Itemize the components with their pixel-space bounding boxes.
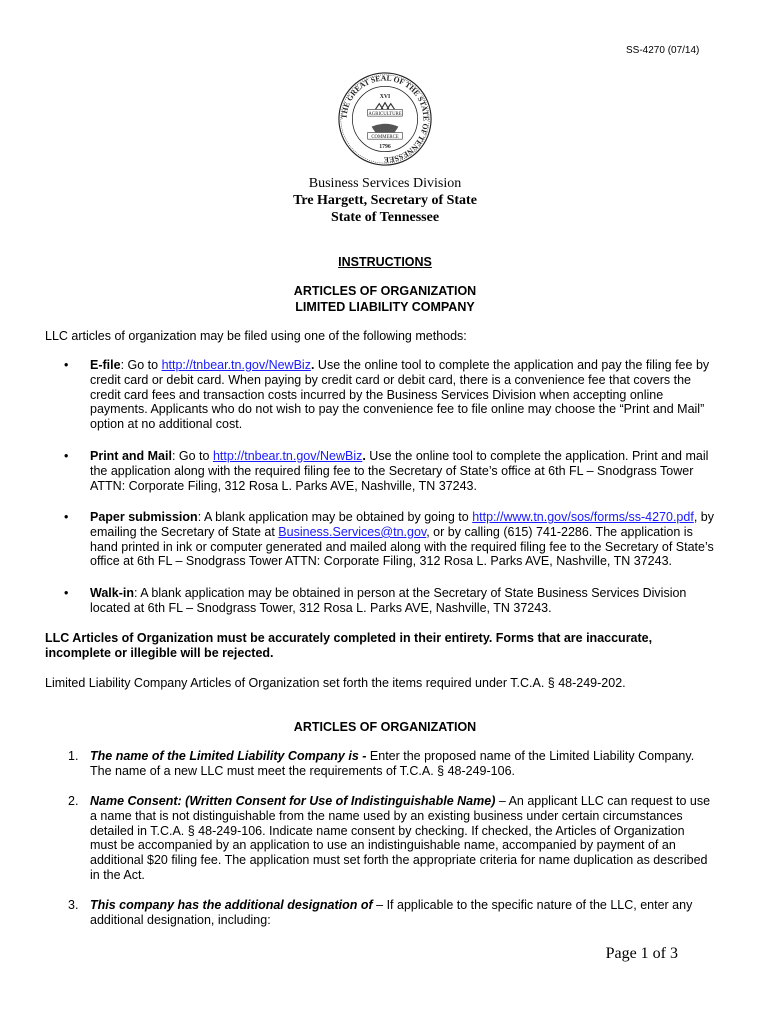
seal-roman: XVI [379,93,391,100]
seal-top-word: AGRICULTURE [368,111,402,117]
paper-form-link[interactable]: http://www.tn.gov/sos/forms/ss-4270.pdf [472,510,694,524]
tca-note: Limited Liability Company Articles of Organization set forth the items required under T.C.A. § 48-249-202. [45,676,626,690]
warning-line: LLC Articles of Organization must be accurately completed in their entirety. Forms that are inaccurate, [45,631,653,645]
efile-line: credit card fees and transaction costs incurred by the Business Services Division when accepting online [90,387,664,402]
seal-bottom-word: COMMERCE [371,135,399,141]
secretary-name: Tre Hargett, Secretary of State [293,193,477,208]
walkin-line: located at 6th FL – Snodgrass Tower, 312 Rosa L. Parks AVE, Nashville, TN 37243. [90,600,552,615]
email-link[interactable]: Business.Services@tn.gov [278,524,427,539]
paper-pre: : A blank application may be obtained by going to [197,510,473,524]
paper-method [90,510,730,569]
item-line: additional designation, including: [90,912,271,927]
print-mail-label: Print and Mail [90,449,172,463]
bullet: • [64,586,69,600]
item-number: 3. [68,898,79,912]
paper-label: Paper submission [90,510,198,524]
walkin-line: : A blank application may be obtained in person at the Secretary of State Business Services Division [133,586,687,600]
intro-text: LLC articles of organization may be filed using one of the following methods: [45,329,467,343]
efile-label: E-file [90,358,121,372]
item-line: detailed in T.C.A. § 48-249-106. Indicate name consent by checking. If checked, the Articles of Organization [90,823,685,838]
bullet: • [64,449,69,463]
state-name: State of Tennessee [330,210,440,225]
page-number: Page 1 of 3 [605,945,678,962]
efile-method [90,358,730,432]
bullet: • [64,358,69,372]
efile-line: Use the online tool to complete the application and pay the filing fee by [314,358,710,372]
bullet: • [64,510,69,524]
warning-line: incomplete or illegible will be rejected. [45,645,274,660]
efile-link[interactable]: http://tnbear.tn.gov/NewBiz [161,358,311,372]
item-line: must be accompanied by an application to use an indistinguishable name, accompanied by payment of an [90,838,676,853]
rejection-warning [45,631,735,661]
print-mail-line: ATTN: Corporate Filing, 312 Rosa L. Parks AVE, Nashville, TN 37243. [90,478,477,493]
item-line: The name of a new LLC must meet the requirements of T.C.A. § 48-249-106. [90,763,515,778]
form-id: SS-4270 (07/14) [626,45,700,56]
item-line: – An applicant LLC can request to use [495,794,711,808]
item-line: – If applicable to the specific nature of the LLC, enter any [372,898,693,912]
walkin-method [90,586,730,616]
paper-line: hand printed in ink or computer generated and mailed along with the required filing fee to the Secretary of State’s [90,539,714,554]
item-title: The name of the Limited Liability Company is - [90,749,367,763]
item-additional-designation [90,898,730,928]
walkin-label: Walk-in [90,586,134,600]
print-mail-pre: : Go to [171,449,213,463]
efile-line: payments. Applicants who do not wish to pay the convenience fee to file online may choose the “Print and Mail” [90,402,705,417]
paper-post: , by [693,510,714,524]
articles-section-heading: ARTICLES OF ORGANIZATION [293,720,477,734]
svg-text:THE GREAT SEAL OF THE STATE OF [340,74,431,165]
efile-line: option at no additional cost. [90,417,243,432]
paper-line: , or by calling (615) 741-2286. The application is [426,524,693,539]
print-mail-period: . [362,449,366,463]
seal-year: 1796 [379,143,391,150]
item-line: in the Act. [90,867,145,882]
print-mail-line: the application along with the required filing fee to the Secretary of State’s office at 6th FL – Snodgrass Tower [90,463,694,478]
print-mail-line: Use the online tool to complete the application. Print and mail [365,449,709,463]
item-number: 2. [68,794,79,808]
item-name-consent [90,794,730,883]
doc-title-line2: LIMITED LIABILITY COMPANY [295,300,475,314]
seal-ring-text: THE GREAT SEAL OF THE STATE OF TENNESSEE [339,73,431,165]
print-mail-link[interactable]: http://tnbear.tn.gov/NewBiz [212,449,363,463]
item-line: Enter the proposed name of the Limited Liability Company. [366,749,695,763]
item-line: a name that is not distinguishable from the name used by an existing business under certain circumstances [90,808,683,823]
division-name: Business Services Division [308,176,462,191]
item-line: additional $20 filing fee. The application must set forth the appropriate criteria for name duplication as described [90,853,708,868]
doc-title-line1: ARTICLES OF ORGANIZATION [293,284,477,298]
instructions-heading: INSTRUCTIONS [338,255,432,269]
efile-line: credit card or debit card. When paying by credit card or debit card, there is a convenience fee that covers the [90,372,692,387]
paper-line: office at 6th FL – Snodgrass Tower ATTN: Corporate Filing, 312 Rosa L. Parks AVE, Nashville, TN 37243. [90,554,673,569]
item-title: This company has the additional designation of [90,898,373,912]
item-llc-name [90,749,730,779]
print-mail-method [90,449,730,493]
efile-pre: : Go to [120,358,162,372]
tennessee-seal-icon [337,71,433,167]
paper-line: emailing the Secretary of State at [90,524,279,539]
item-title: Name Consent: (Written Consent for Use of Indistinguishable Name) [90,794,496,808]
item-number: 1. [68,749,79,763]
efile-period: . [310,358,315,372]
